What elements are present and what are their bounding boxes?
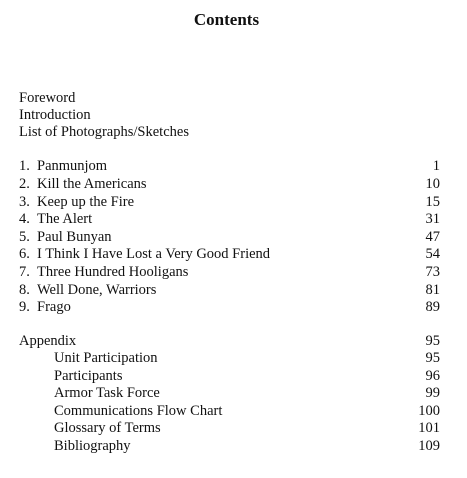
chapter-title: Panmunjom bbox=[37, 158, 108, 174]
entry-label: Armor Task Force bbox=[54, 385, 160, 401]
page-number: 101 bbox=[418, 420, 440, 436]
page-number: 95 bbox=[425, 350, 440, 366]
toc-entry-appendix bbox=[19, 333, 440, 350]
chapter-number: 7. bbox=[19, 264, 30, 280]
toc-appendix-item bbox=[19, 368, 440, 385]
chapter-title: I Think I Have Lost a Very Good Friend bbox=[37, 246, 271, 262]
toc-appendix-item bbox=[19, 438, 440, 455]
page-number: 89 bbox=[425, 299, 440, 315]
page-number: 96 bbox=[425, 368, 440, 384]
toc-appendix-item bbox=[19, 403, 440, 420]
toc-chapter-5 bbox=[19, 229, 440, 246]
toc-chapter-6 bbox=[19, 246, 440, 263]
chapter-number: 9. bbox=[19, 299, 30, 315]
entry-label: Bibliography bbox=[54, 438, 131, 454]
chapter-number: 1. bbox=[19, 158, 30, 174]
chapter-title: Paul Bunyan bbox=[37, 229, 112, 245]
chapter-title: Kill the Americans bbox=[37, 176, 147, 192]
chapter-title: Well Done, Warriors bbox=[37, 282, 157, 298]
chapter-title: Frago bbox=[37, 299, 71, 315]
entry-label: Communications Flow Chart bbox=[54, 403, 223, 419]
entry-label: Glossary of Terms bbox=[54, 420, 161, 436]
page-number: 73 bbox=[425, 264, 440, 280]
toc-chapter-9 bbox=[19, 299, 440, 316]
toc-entry-list-of-photographs bbox=[19, 124, 440, 141]
page-number: 81 bbox=[425, 282, 440, 298]
chapter-number: 6. bbox=[19, 246, 30, 262]
chapter-title: Keep up the Fire bbox=[37, 194, 135, 210]
toc-entry-introduction bbox=[19, 107, 440, 124]
toc-appendix-item bbox=[19, 350, 440, 367]
page-number: 47 bbox=[425, 229, 440, 245]
entry-label: Participants bbox=[54, 368, 123, 384]
toc-chapter-8 bbox=[19, 282, 440, 299]
entry-label: Introduction bbox=[19, 107, 91, 123]
page-number: 15 bbox=[425, 194, 440, 210]
chapter-number: 5. bbox=[19, 229, 30, 245]
chapter-number: 3. bbox=[19, 194, 30, 210]
toc-chapter-4 bbox=[19, 211, 440, 228]
page-number: 95 bbox=[425, 333, 440, 349]
chapter-number: 8. bbox=[19, 282, 30, 298]
page-number: 31 bbox=[425, 211, 440, 227]
toc-chapter-3 bbox=[19, 194, 440, 211]
chapter-number: 2. bbox=[19, 176, 30, 192]
entry-label: List of Photographs/Sketches bbox=[19, 124, 189, 140]
page-number: 1 bbox=[432, 158, 440, 174]
chapter-title: The Alert bbox=[37, 211, 93, 227]
toc-appendix-item bbox=[19, 385, 440, 402]
entry-label: Foreword bbox=[19, 90, 76, 106]
entry-label: Appendix bbox=[19, 333, 77, 349]
page-number: 99 bbox=[425, 385, 440, 401]
toc-appendix-item bbox=[19, 420, 440, 437]
toc-chapter-2 bbox=[19, 176, 440, 193]
page-number: 10 bbox=[425, 176, 440, 192]
toc-chapter-7 bbox=[19, 264, 440, 281]
toc-entry-foreword bbox=[19, 90, 440, 107]
entry-label: Unit Participation bbox=[54, 350, 158, 366]
page-number: 54 bbox=[425, 246, 440, 262]
chapter-number: 4. bbox=[19, 211, 30, 227]
page-number: 109 bbox=[418, 438, 440, 454]
page-number: 100 bbox=[418, 403, 440, 419]
chapter-title: Three Hundred Hooligans bbox=[37, 264, 189, 280]
page-title: Contents bbox=[193, 10, 260, 29]
toc-chapter-1 bbox=[19, 158, 440, 175]
